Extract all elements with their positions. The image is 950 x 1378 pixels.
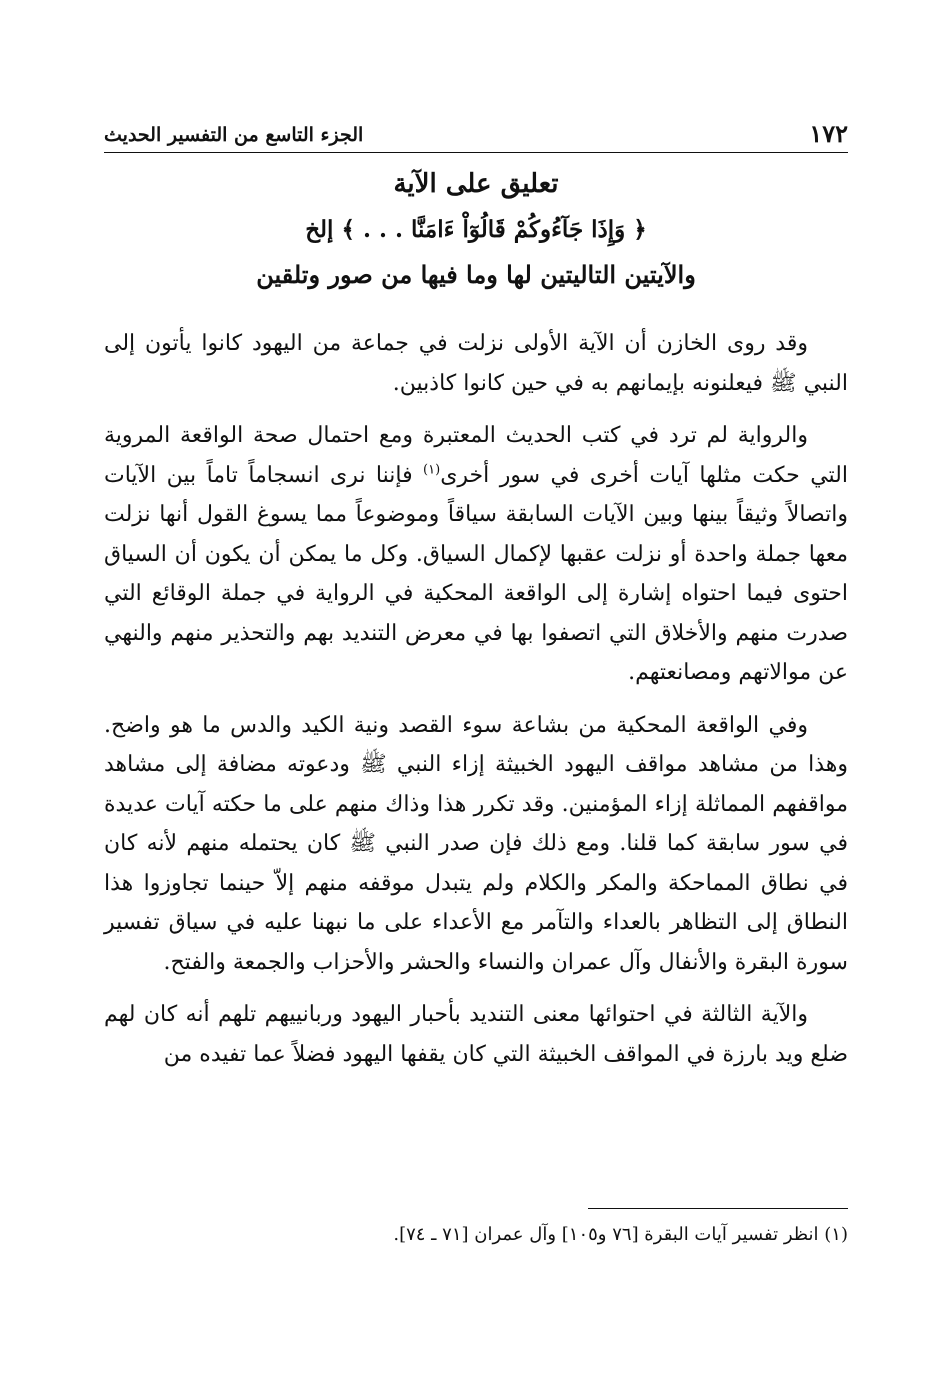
- body-text: [104, 324, 848, 1074]
- section-headings: [104, 160, 848, 298]
- paragraph-2-part-2: فإننا نرى انسجاماً تاماً بين الآيات واتصالاً وثيقاً بينها وبين الآيات السابقة سياقاً وموضوعاً مما يسوغ القول أنها نزلت معها جملة واحدة أو نزلت عقبها لإكمال السياق. وكل ما يمكن أن يكون أن السياق احتوى فيما احتواه إشارة إلى الواقعة المحكية في الرواية في جملة الوقائع التي صدرت منهم والأخلاق التي اتصفوا بها في معرض التنديد بهم والتحذير منهم والنهي عن موالاتهم ومصانعتهم.: [104, 462, 848, 685]
- footnote: (١) انظر تفسير آيات البقرة [٧٦ و١٠٥] وآل عمران [٧١ ـ ٧٤].: [393, 1224, 848, 1245]
- section-title: تعليق على الآية: [393, 169, 559, 199]
- paragraph-2: [104, 416, 848, 693]
- footnote-divider: [588, 1208, 848, 1209]
- paragraph-1: وقد روى الخازن أن الآية الأولى نزلت في جماعة من اليهود كانوا يأتون إلى النبي ﷺ فيعلنونه بإيمانهم به في حين كانوا كاذبين.: [104, 331, 848, 396]
- running-header: [104, 118, 848, 153]
- section-subtitle: والآيتين التاليتين لها وما فيها من صور وتلقين: [256, 260, 696, 289]
- paragraph-3: وفي الواقعة المحكية من بشاعة سوء القصد ونية الكيد والدس ما هو واضح. وهذا من مشاهد مواقف اليهود الخبيثة إزاء النبي ﷺ ودعوته مضافة إلى مشاهد مواقفهم المماثلة إزاء المؤمنين. وقد تكرر هذا وذاك منهم على ما حكته آيات عديدة في سور سابقة كما قلنا. ومع ذلك فإن صدر النبي ﷺ كان يحتمله منهم لأنه كان في نطاق المماحكة والمكر والكلام ولم يتبدل موقفه منهم إلاّ حينما تجاوزوا هذا النطاق إلى التظاهر بالعداء والتآمر مع الأعداء على ما نبهنا عليه في سياق تفسير سورة البقرة والأنفال وآل عمران والنساء والحشر والأحزاب والجمعة والفتح.: [104, 712, 848, 975]
- running-title: الجزء التاسع من التفسير الحديث: [104, 124, 364, 146]
- paragraph-2-part-1: والرواية لم ترد في كتب الحديث المعتبرة ومع احتمال صحة الواقعة المروية التي حكت مثلها آيات أخرى في سور أخرى: [104, 423, 848, 488]
- footnote-reference: (١): [423, 462, 441, 478]
- paragraph-4: والآية الثالثة في احتوائها معنى التنديد بأحبار اليهود وربانييهم تلهم أنه كان لهم ضلع ويد بارزة في المواقف الخبيثة التي كان يقفها اليهود فضلاً عما تفيده من: [104, 1002, 848, 1067]
- page-number: ١٧٢: [809, 119, 848, 148]
- verse-heading: ﴿ وَإِذَا جَآءُوكُمْ قَالُوٓاْ ءَامَنَّا . . . ﴾ إلخ: [305, 216, 647, 243]
